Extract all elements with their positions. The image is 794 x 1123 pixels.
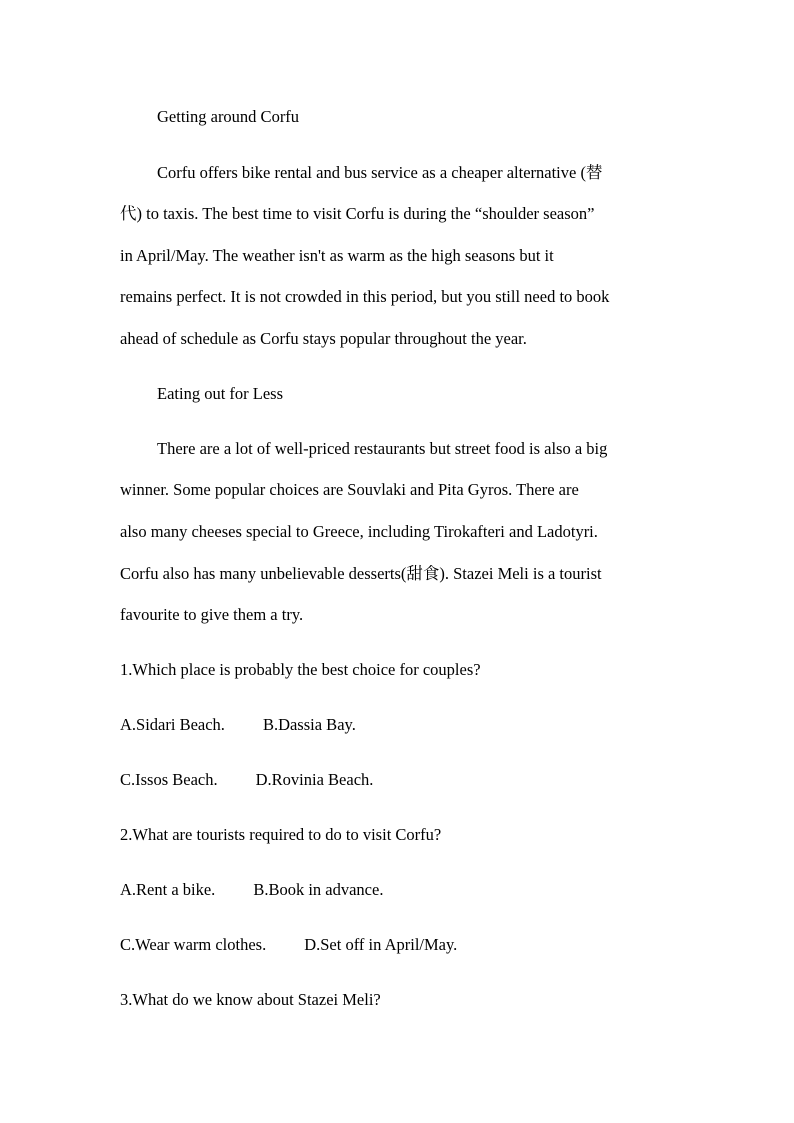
paragraph-line: also many cheeses special to Greece, including Tirokafteri and Ladotyri. bbox=[120, 522, 598, 541]
question-2-option-a: A.Rent a bike. bbox=[120, 880, 216, 899]
question-1-option-d: D.Rovinia Beach. bbox=[255, 770, 374, 789]
question-2-options-row-1 bbox=[120, 880, 383, 900]
section-heading-getting-around: Getting around Corfu bbox=[157, 107, 300, 126]
question-2-option-d: D.Set off in April/May. bbox=[304, 935, 458, 954]
question-1-option-a: A.Sidari Beach. bbox=[120, 715, 225, 734]
paragraph-line: There are a lot of well-priced restaurants but street food is also a big bbox=[157, 439, 608, 458]
paragraph-line: ahead of schedule as Corfu stays popular throughout the year. bbox=[120, 329, 527, 348]
paragraph-line: Corfu offers bike rental and bus service as a cheaper alternative (替 bbox=[157, 163, 603, 182]
question-2-option-b: B.Book in advance. bbox=[253, 880, 384, 899]
paragraph-line: winner. Some popular choices are Souvlaki and Pita Gyros. There are bbox=[120, 480, 579, 499]
paragraph-line: 代) to taxis. The best time to visit Corfu is during the “shoulder season” bbox=[120, 204, 595, 223]
paragraph-line: in April/May. The weather isn't as warm as the high seasons but it bbox=[120, 246, 554, 265]
paragraph-line: remains perfect. It is not crowded in this period, but you still need to book bbox=[120, 287, 610, 306]
question-stem-1: 1.Which place is probably the best choice for couples? bbox=[120, 660, 481, 679]
question-2-options-row-2 bbox=[120, 935, 457, 955]
question-stem-3: 3.What do we know about Stazei Meli? bbox=[120, 990, 381, 1009]
paragraph-line: favourite to give them a try. bbox=[120, 605, 304, 624]
section-heading-eating-out: Eating out for Less bbox=[157, 384, 284, 403]
paragraph-line: Corfu also has many unbelievable desserts(甜食). Stazei Meli is a tourist bbox=[120, 564, 602, 583]
question-1-options-row-2 bbox=[120, 770, 373, 790]
question-1-option-c: C.Issos Beach. bbox=[120, 770, 218, 789]
question-stem-2: 2.What are tourists required to do to visit Corfu? bbox=[120, 825, 442, 844]
question-1-options-row-1 bbox=[120, 715, 356, 735]
question-1-option-b: B.Dassia Bay. bbox=[262, 715, 356, 734]
question-2-option-c: C.Wear warm clothes. bbox=[120, 935, 267, 954]
